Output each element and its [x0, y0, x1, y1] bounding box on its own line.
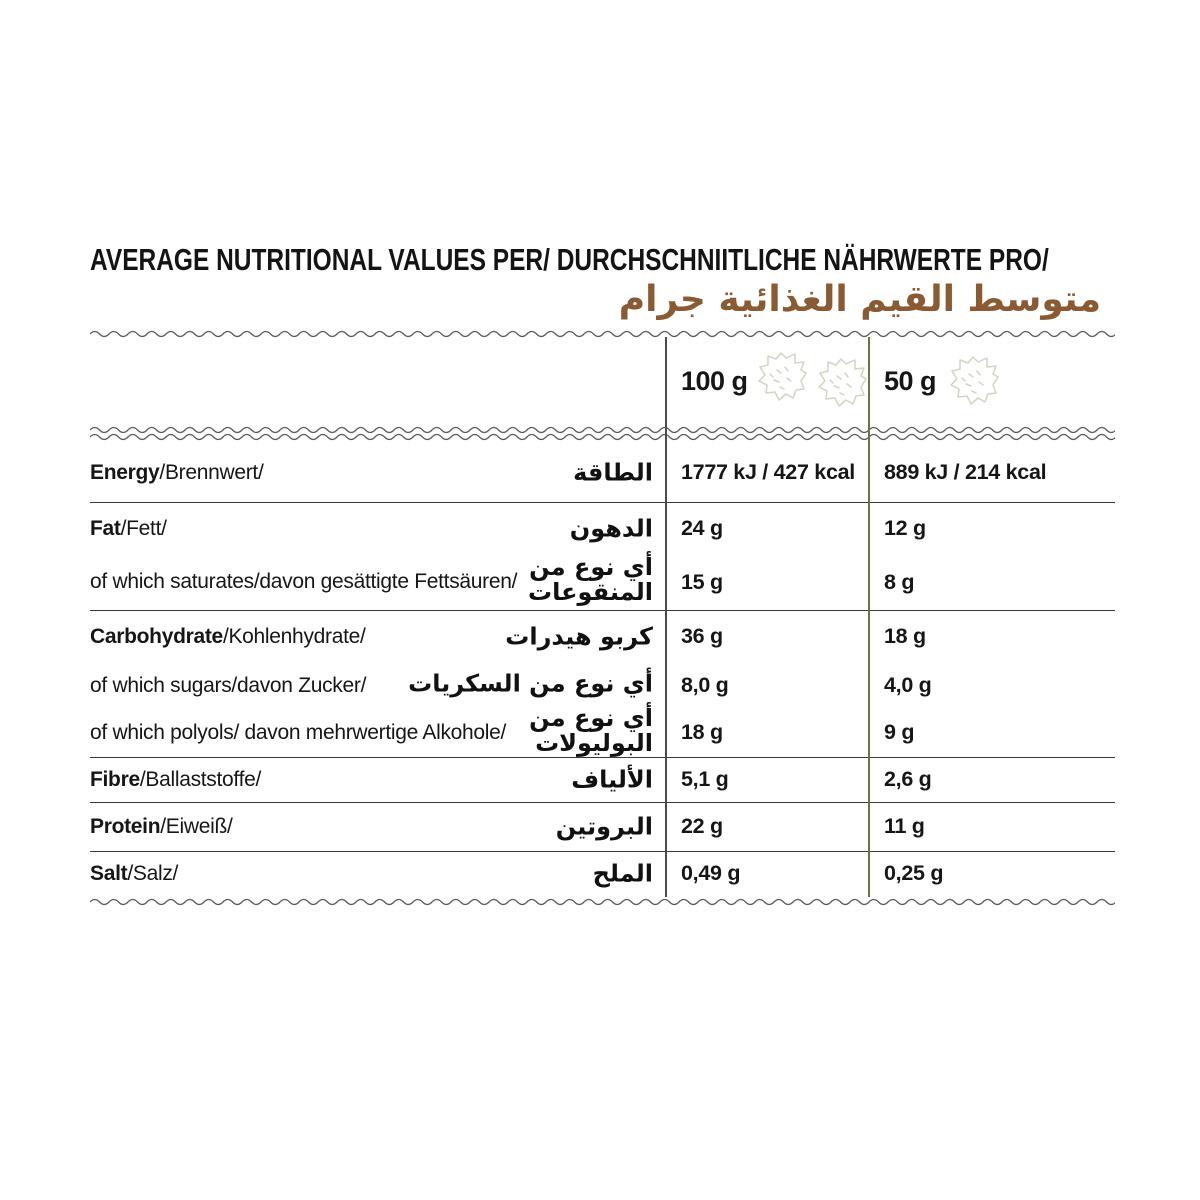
table-header-row [90, 340, 1115, 424]
nutrient-label: of which saturates/davon gesättigte Fettsäuren/ [90, 570, 518, 594]
row-fibre [90, 758, 1115, 803]
row-saturates [90, 552, 1115, 611]
row-sugars [90, 663, 1115, 709]
nutrient-label: Protein/Eiweiß/ [90, 814, 233, 838]
label-sheet [90, 242, 1115, 908]
value-per-50g: 4,0 g [884, 673, 932, 698]
column-divider-line [665, 337, 667, 897]
row-carbohydrate [90, 611, 1115, 663]
nutrient-label: Fat/Fett/ [90, 516, 167, 540]
nutrient-label: of which polyols/ davon mehrwertige Alkohole/ [90, 720, 507, 744]
nutrient-label-arabic: كربو هيدرات [505, 622, 653, 651]
nutrient-label-cell [90, 552, 665, 610]
nutrition-table [90, 328, 1115, 908]
nutrient-label-arabic: الطاقة [573, 458, 653, 487]
wavy-divider-top [90, 328, 1115, 340]
nutrient-label-cell [90, 444, 665, 502]
nutrient-label: Fibre/Ballaststoffe/ [90, 767, 262, 791]
value-per-100g: 36 g [681, 624, 723, 649]
nutrient-label-arabic: أي نوع من السكريات [408, 669, 653, 698]
header-cell-50g [868, 340, 1115, 424]
nutrient-label-cell [90, 663, 665, 709]
nutrient-label-cell [90, 703, 665, 757]
nutrient-label-arabic: البروتين [555, 812, 653, 841]
value-per-50g: 11 g [884, 814, 925, 839]
page-title: AVERAGE NUTRITIONAL VALUES PER/ DURCHSCHNIITLICHE NÄHRWERTE PRO/ [90, 242, 1049, 277]
nutrient-label: Carbohydrate/Kohlenhydrate/ [90, 624, 366, 648]
header-cell-100g [665, 340, 868, 424]
nutrient-label-cell [90, 758, 665, 802]
row-salt [90, 852, 1115, 896]
value-per-50g: 889 kJ / 214 kcal [884, 460, 1047, 485]
row-energy [90, 444, 1115, 503]
nutrient-label-arabic: الملح [592, 859, 653, 888]
row-polyols [90, 703, 1115, 758]
nutrient-label: Salt/Salz/ [90, 861, 179, 885]
value-per-100g: 18 g [681, 720, 723, 745]
column-divider-line [868, 337, 870, 897]
value-per-100g: 15 g [681, 569, 723, 594]
nutrient-label: Energy/Brennwert/ [90, 460, 264, 484]
row-protein [90, 803, 1115, 852]
nutrient-label-arabic: الدهون [569, 514, 653, 543]
value-per-50g: 9 g [884, 720, 915, 745]
row-fat [90, 503, 1115, 555]
scribble-doodle-icon [752, 351, 876, 413]
value-per-50g: 0,25 g [884, 861, 944, 886]
wavy-divider-bottom [90, 896, 1115, 908]
page-title-arabic: متوسط القيم الغذائية جرام [618, 279, 1101, 320]
nutrient-label-arabic: الألياف [571, 765, 653, 794]
value-per-100g: 24 g [681, 516, 723, 541]
scribble-doodle-icon [940, 351, 1010, 413]
value-per-100g: 1777 kJ / 427 kcal [681, 460, 855, 485]
wavy-divider-double [90, 424, 1115, 444]
value-per-50g: 8 g [884, 569, 915, 594]
value-per-100g: 0,49 g [681, 861, 741, 886]
nutrient-label-cell [90, 803, 665, 851]
nutrient-label-cell [90, 503, 665, 555]
value-per-100g: 8,0 g [681, 673, 729, 698]
header-empty-cell [90, 340, 665, 424]
value-per-50g: 18 g [884, 624, 926, 649]
col-header-100g: 100 g [681, 366, 748, 397]
nutrient-label: of which sugars/davon Zucker/ [90, 673, 367, 697]
value-per-100g: 5,1 g [681, 767, 729, 792]
value-per-100g: 22 g [681, 814, 723, 839]
nutrient-label-cell [90, 611, 665, 663]
nutrient-label-arabic: أي نوع من المنقوعات [528, 552, 653, 606]
nutrient-label-arabic: أي نوع من البوليولات [529, 703, 653, 757]
value-per-50g: 12 g [884, 516, 926, 541]
nutrient-label-cell [90, 852, 665, 896]
value-per-50g: 2,6 g [884, 767, 932, 792]
col-header-50g: 50 g [884, 366, 937, 397]
